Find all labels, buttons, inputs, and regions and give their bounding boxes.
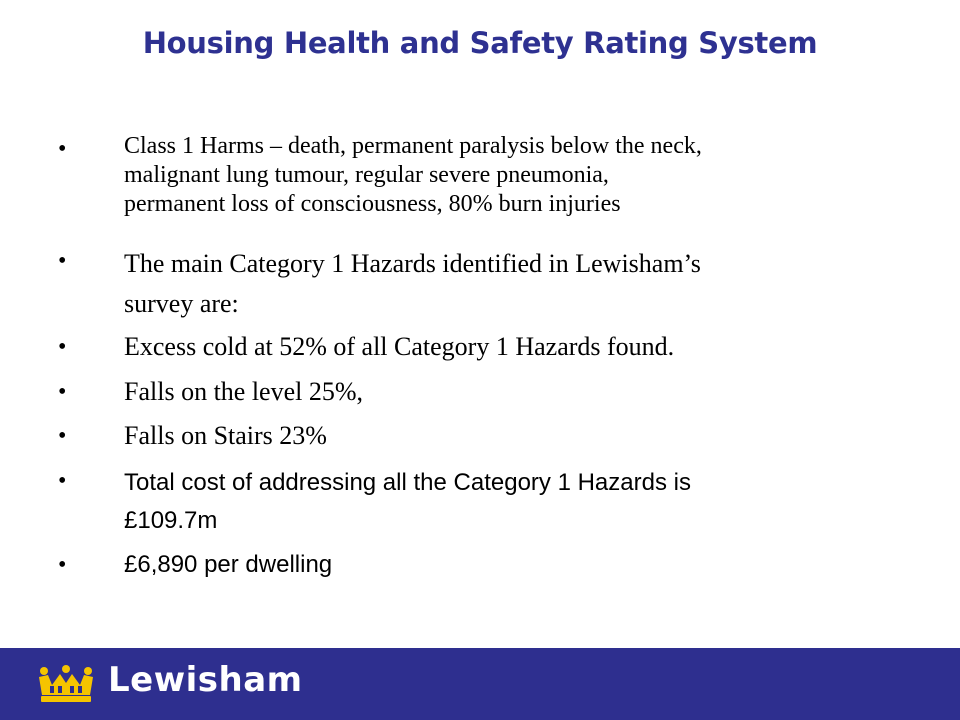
bullet-line: Excess cold at 52% of all Category 1 Hazards found. xyxy=(124,332,675,361)
bullet-line: Falls on the level 25%, xyxy=(124,377,364,406)
bullet-line: malignant lung tumour, regular severe pneumonia, xyxy=(124,162,609,188)
crown-icon xyxy=(36,665,96,703)
bullet-line: survey are: xyxy=(124,289,239,318)
bullet-line: Falls on Stairs 23% xyxy=(124,421,327,450)
brand-name: Lewisham xyxy=(108,660,303,700)
bullet-line: £109.7m xyxy=(124,507,218,534)
bullet-marker: • xyxy=(58,379,67,405)
footer-bar xyxy=(0,648,960,720)
bullet-line: permanent loss of consciousness, 80% burn injuries xyxy=(124,191,621,217)
bullet-marker: • xyxy=(58,552,67,578)
bullet-marker: • xyxy=(58,136,67,162)
bullet-marker: • xyxy=(58,248,67,274)
bullet-line: Total cost of addressing all the Category 1 Hazards is xyxy=(124,469,691,496)
bullet-marker: • xyxy=(58,468,67,494)
bullet-marker: • xyxy=(58,423,67,449)
slide-title: Housing Health and Safety Rating System xyxy=(142,26,818,60)
bullet-marker: • xyxy=(58,334,67,360)
bullet-line: The main Category 1 Hazards identified in Lewisham’s xyxy=(124,249,701,278)
bullet-line: £6,890 per dwelling xyxy=(124,551,333,578)
bullet-line: Class 1 Harms – death, permanent paralysis below the neck, xyxy=(124,133,702,159)
